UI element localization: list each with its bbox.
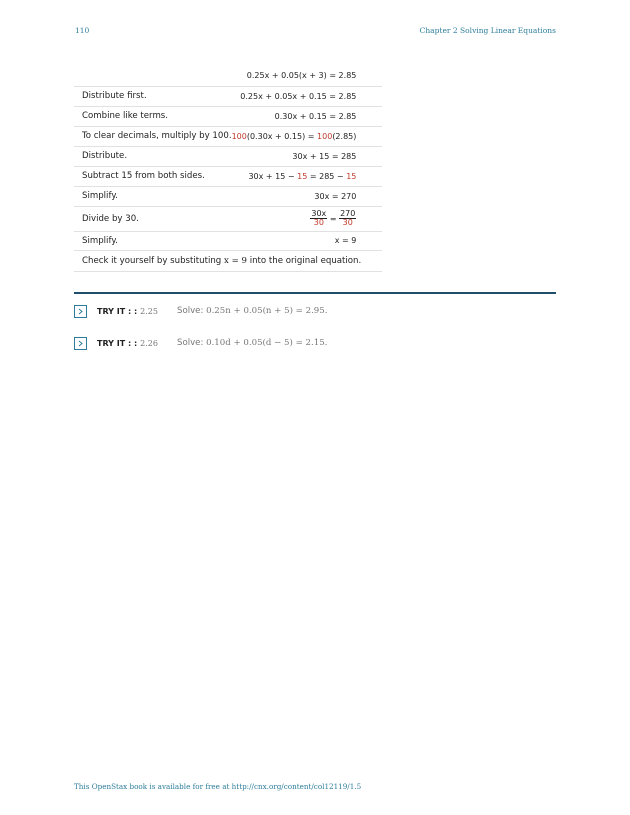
try-it-label: TRY IT : : — [97, 338, 138, 348]
footer-note: This OpenStax book is available for free at http://cnx.org/content/col12119/1.5 — [74, 782, 362, 791]
chapter-title: Chapter 2 Solving Linear Equations — [419, 26, 556, 35]
highlight-multiplier: 100 — [231, 131, 247, 141]
prompt-math: 0.10d + 0.05(d − 5) = 2.15. — [206, 338, 328, 348]
expand-toggle[interactable] — [74, 305, 87, 318]
step-label: Distribute first. — [74, 86, 232, 106]
step-equation: 30x = 270 — [232, 186, 383, 206]
step-label: Simplify. — [74, 231, 232, 250]
equation-part: = 285 − — [307, 171, 347, 181]
prompt-text: Solve: — [177, 338, 207, 348]
equation-part: (2.85) — [332, 131, 357, 141]
highlight-multiplier: 100 — [317, 131, 333, 141]
step-row — [74, 166, 382, 186]
step-label: Divide by 30. — [74, 206, 232, 231]
step-row — [74, 126, 382, 146]
try-it-label: TRY IT : : — [97, 306, 138, 316]
step-equation — [232, 126, 383, 146]
try-it-2-26 — [74, 335, 328, 351]
step-label: Simplify. — [74, 186, 232, 206]
step-equation: 0.25x + 0.05x + 0.15 = 2.85 — [232, 86, 383, 106]
fraction-numerator: 270 — [340, 208, 356, 218]
inline-math: x = 9 — [223, 255, 247, 266]
try-it-prompt — [177, 338, 327, 348]
section-divider — [74, 292, 556, 294]
step-row — [74, 146, 382, 166]
expand-toggle[interactable] — [74, 337, 87, 350]
check-text: into the original equation. — [246, 255, 362, 266]
step-row — [74, 250, 382, 271]
step-equation — [232, 206, 383, 231]
try-it-number: 2.26 — [140, 338, 158, 348]
fraction-left — [310, 210, 327, 228]
fraction-denominator: 30 — [313, 218, 324, 227]
try-it-number: 2.25 — [140, 306, 158, 316]
step-equation: 30x + 15 = 285 — [232, 146, 383, 166]
step-equation: x = 9 — [232, 231, 383, 250]
step-equation: 0.25x + 0.05(x + 3) = 2.85 — [232, 66, 383, 86]
fraction-denominator: 30 — [342, 218, 353, 227]
step-row — [74, 186, 382, 206]
step-equation — [232, 166, 383, 186]
chevron-right-icon — [77, 308, 84, 315]
check-instruction — [74, 250, 382, 271]
equation-part: (0.30x + 0.15) = — [246, 131, 318, 141]
step-row — [74, 106, 382, 126]
fraction-numerator: 30x — [311, 208, 327, 218]
highlight-term: 15 — [297, 171, 308, 181]
prompt-math: 0.25n + 0.05(n + 5) = 2.95. — [206, 306, 328, 316]
check-text: Check it yourself by substituting — [82, 255, 224, 266]
prompt-text: Solve: — [177, 306, 207, 316]
step-label: To clear decimals, multiply by 100. — [74, 126, 232, 146]
chevron-right-icon — [77, 340, 84, 347]
equals-sign: = — [329, 214, 337, 223]
step-equation: 0.30x + 0.15 = 2.85 — [232, 106, 383, 126]
step-label — [74, 66, 232, 86]
try-it-prompt — [177, 306, 327, 316]
step-row — [74, 206, 382, 231]
highlight-term: 15 — [346, 171, 357, 181]
step-label: Distribute. — [74, 146, 232, 166]
step-row — [74, 86, 382, 106]
equation-part: 30x + 15 − — [248, 171, 298, 181]
step-row — [74, 66, 382, 86]
try-it-2-25 — [74, 303, 328, 319]
solution-steps-table — [74, 66, 382, 272]
step-label: Combine like terms. — [74, 106, 232, 126]
step-label: Subtract 15 from both sides. — [74, 166, 232, 186]
page-number: 110 — [75, 26, 90, 35]
step-row — [74, 231, 382, 250]
fraction-right — [339, 210, 356, 228]
